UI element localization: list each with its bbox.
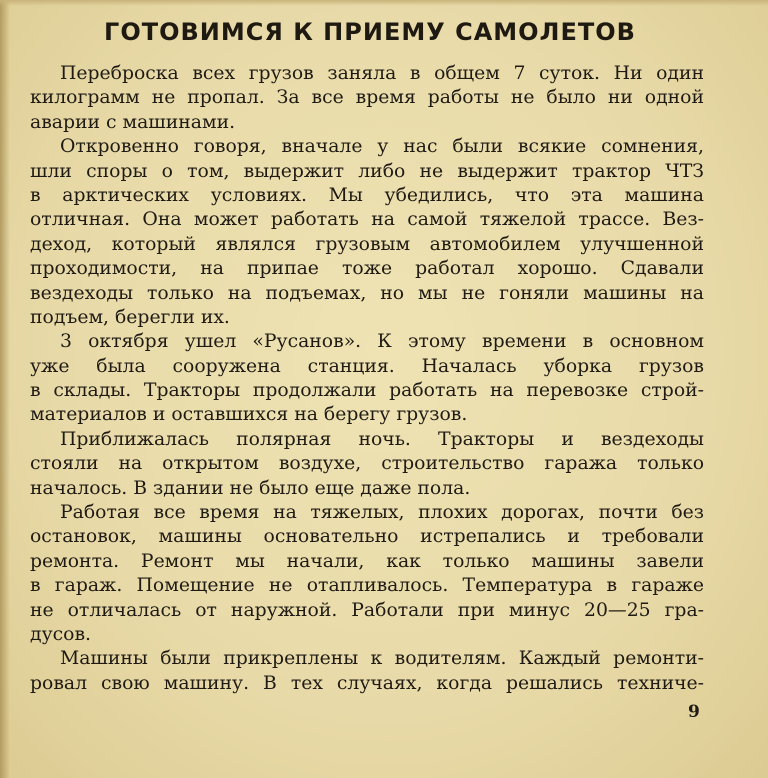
text-line: стояли на открытом воздухе, строительство гаража только — [30, 453, 704, 475]
text-line: деход, который являлся грузовым автомобилем улучшенной — [30, 233, 704, 255]
text-line: Откровенно говоря, вначале у нас были всякие сомнения, — [60, 136, 704, 158]
text-line: отличная. Она может работать на самой тяжелой трассе. Вез- — [30, 209, 704, 231]
text-line: в арктических условиях. Мы убедились, что эта машина — [30, 184, 704, 206]
text-line: 3 октября ушел «Русанов». К этому времени в основном — [60, 331, 704, 353]
text-line: началось. В здании не было еще даже пола. — [30, 477, 471, 499]
text-line: вездеходы только на подъемах, но мы не гоняли машины на — [30, 282, 704, 304]
text-line: Машины были прикреплены к водителям. Каждый ремонти- — [60, 648, 704, 670]
text-line: килограмм не пропал. За все время работы не было ни одной — [30, 87, 704, 109]
text-line: аварии с машинами. — [30, 111, 236, 133]
text-line: Переброска всех грузов заняла в общем 7 суток. Ни один — [60, 63, 704, 84]
text-line: остановок, машины основательно истрепались и требовали — [30, 526, 704, 548]
text-line: в гараж. Помещение не отапливалось. Температура в гараже — [30, 575, 704, 597]
page-top-shadow — [0, 0, 768, 6]
text-line: не отличалась от наружной. Работали при минус 20—25 гра- — [30, 599, 704, 621]
page-number: 9 — [688, 702, 700, 722]
text-line: подъем, берегли их. — [30, 306, 230, 328]
page-edge-shadow — [0, 0, 10, 778]
text-line: уже была сооружена станция. Началась уборка грузов — [30, 355, 704, 377]
text-line: дусов. — [30, 623, 91, 645]
text-line: ровал свою машину. В тех случаях, когда решались техниче- — [30, 672, 704, 694]
text-line: ремонта. Ремонт мы начали, как только машины завели — [30, 550, 704, 572]
body-text — [30, 62, 704, 696]
text-line: шли споры о том, выдержит либо не выдержит трактор ЧТЗ — [30, 160, 704, 182]
text-line: Приближалась полярная ночь. Тракторы и вездеходы — [60, 428, 704, 450]
text-line: проходимости, на припае тоже работал хорошо. Сдавали — [30, 258, 704, 280]
text-line: Работая все время на тяжелых, плохих дорогах, почти без — [60, 502, 704, 524]
chapter-heading: ГОТОВИМСЯ К ПРИЕМУ САМОЛЕТОВ — [104, 18, 636, 46]
text-line: в склады. Тракторы продолжали работать на перевозке строй- — [30, 380, 704, 402]
text-line: материалов и оставшихся на берегу грузов. — [30, 404, 468, 426]
